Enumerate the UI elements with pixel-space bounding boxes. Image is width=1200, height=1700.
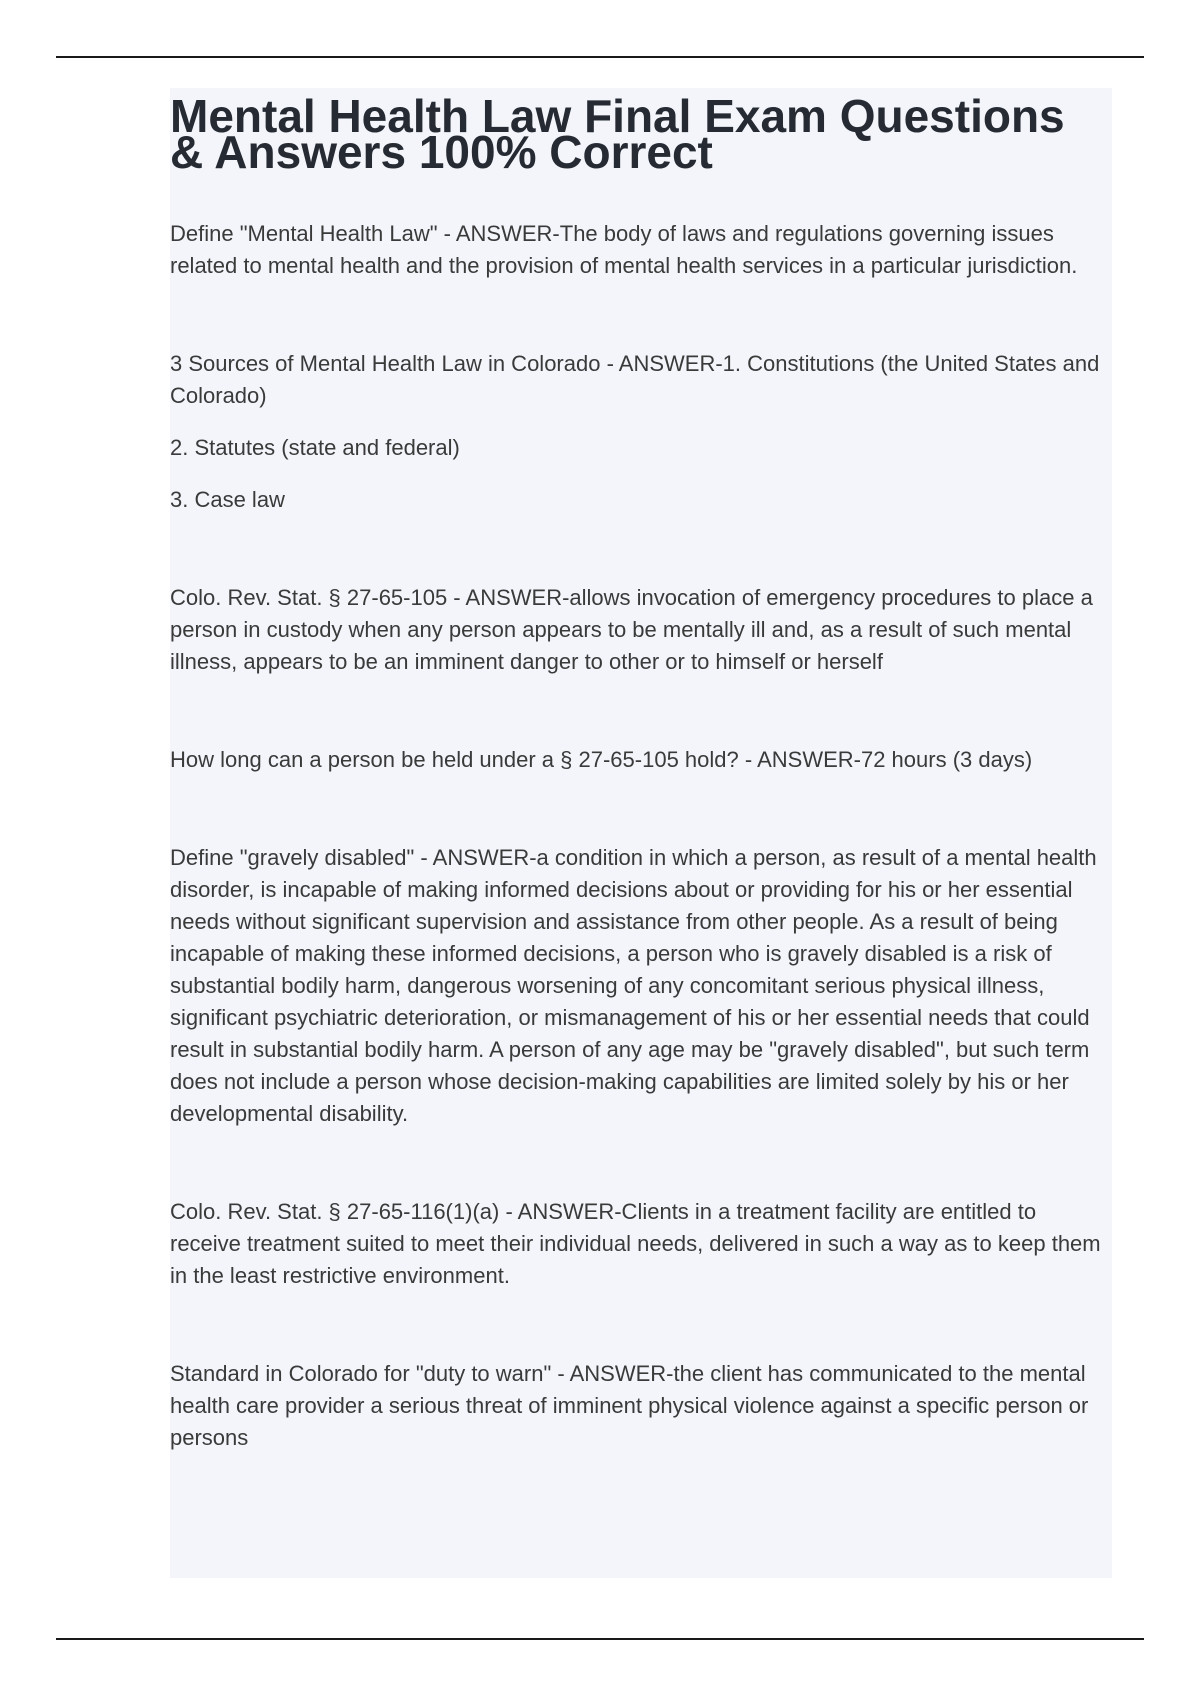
qa-entry-7 <box>170 1358 1106 1454</box>
top-rule <box>56 56 1144 58</box>
qa-entry-2 <box>170 348 1106 516</box>
qa-text: Define "gravely disabled" - ANSWER-a condition in which a person, as result of a mental health disorder, is incapable of making informed decisions about or providing for his or her essential needs without significant supervision and assistance from other people. As a result of being incapable of making these informed decisions, a person who is gravely disabled is a risk of substantial bodily harm, dangerous worsening of any concomitant serious physical illness, significant psychiatric deterioration, or mismanagement of his or her essential needs that could result in substantial bodily harm. A person of any age may be "gravely disabled", but such term does not include a person whose decision-making capabilities are limited solely by his or her developmental disability. <box>170 845 1097 1126</box>
qa-entry-4 <box>170 744 1106 776</box>
qa-text: Define "Mental Health Law" - ANSWER-The body of laws and regulations governing issues related to mental health and the provision of mental health services in a particular jurisdiction. <box>170 221 1078 278</box>
qa-entry-6 <box>170 1196 1106 1292</box>
qa-entry-3 <box>170 582 1106 678</box>
document-page-body <box>170 88 1112 1578</box>
document-title: Mental Health Law Final Exam Questions & Answers 100% Correct <box>170 90 1065 178</box>
bottom-rule <box>56 1638 1144 1640</box>
qa-text: 2. Statutes (state and federal) <box>170 435 460 460</box>
qa-text: 3 Sources of Mental Health Law in Colorado - ANSWER-1. Constitutions (the United States and Colorado) <box>170 351 1100 408</box>
qa-entry-5 <box>170 842 1106 1130</box>
qa-text: Standard in Colorado for "duty to warn" - ANSWER-the client has communicated to the mental health care provider a serious threat of imminent physical violence against a specific person or persons <box>170 1361 1089 1450</box>
qa-text: 3. Case law <box>170 487 285 512</box>
qa-text: How long can a person be held under a § 27-65-105 hold? - ANSWER-72 hours (3 days) <box>170 747 1033 772</box>
qa-text: Colo. Rev. Stat. § 27-65-116(1)(a) - ANSWER-Clients in a treatment facility are entitled to receive treatment suited to meet their individual needs, delivered in such a way as to keep them in the least restrictive environment. <box>170 1199 1101 1288</box>
qa-entry-1 <box>170 218 1106 282</box>
qa-text: Colo. Rev. Stat. § 27-65-105 - ANSWER-allows invocation of emergency procedures to place a person in custody when any person appears to be mentally ill and, as a result of such mental illness, appears to be an imminent danger to other or to himself or herself <box>170 585 1093 674</box>
qa-list <box>170 218 1106 1454</box>
